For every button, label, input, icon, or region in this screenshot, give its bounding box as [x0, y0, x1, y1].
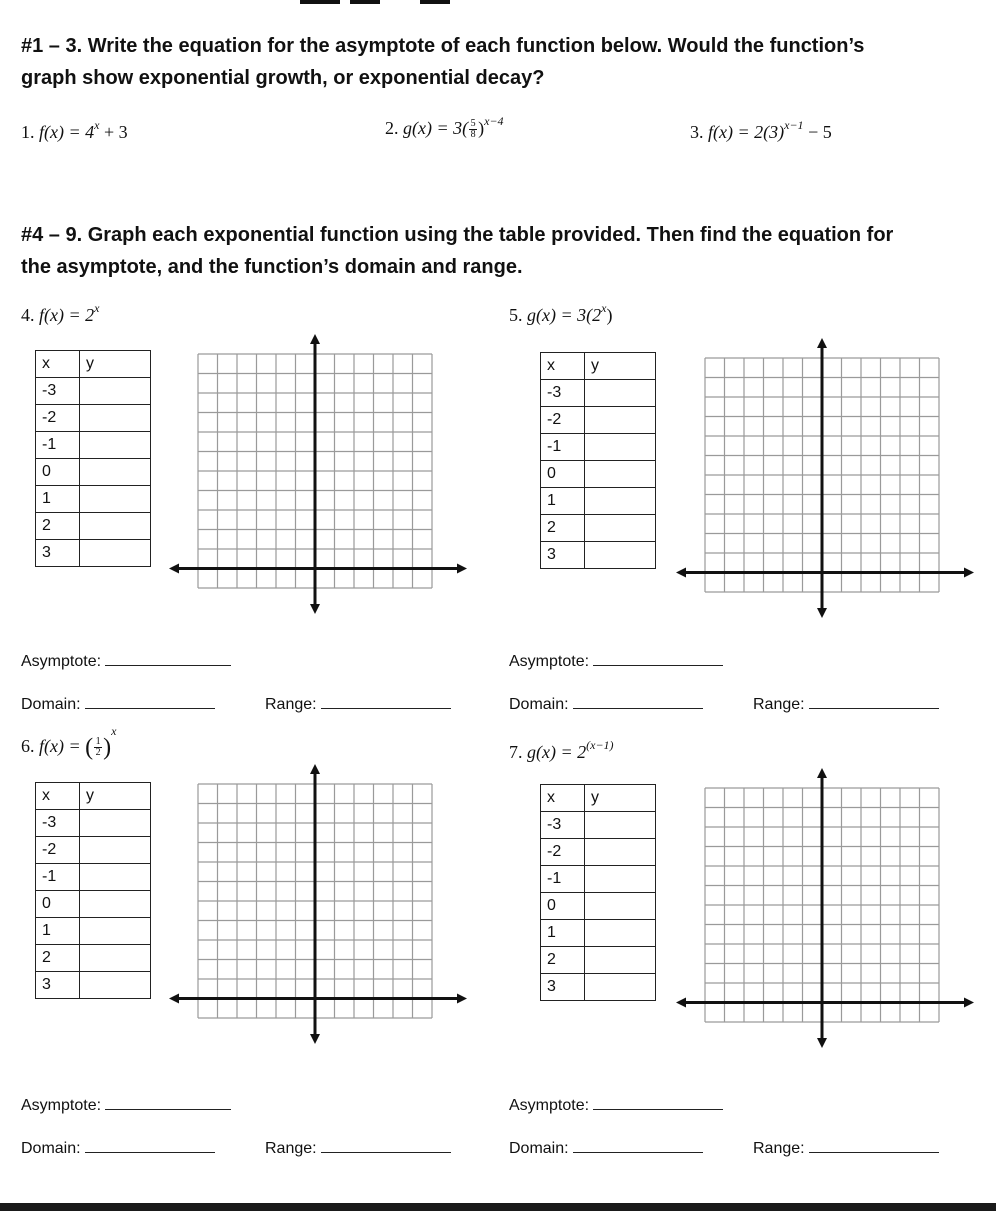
table-row	[36, 864, 151, 891]
domain-blank[interactable]	[573, 1138, 703, 1153]
domain-label: Domain:	[21, 696, 81, 713]
x-value-cell: -1	[541, 866, 585, 893]
range-label: Range:	[265, 1140, 317, 1157]
x-value-cell: 2	[36, 513, 80, 540]
domain-answer-4	[21, 694, 215, 714]
fraction	[94, 737, 102, 758]
table-row	[36, 918, 151, 945]
x-value-cell: -3	[36, 378, 80, 405]
problem-number: 7.	[509, 742, 523, 762]
table-row	[541, 974, 656, 1001]
asymptote-answer-6	[21, 1095, 231, 1115]
table-row	[36, 513, 151, 540]
x-value-cell: 0	[36, 891, 80, 918]
problem-number: 5.	[509, 305, 523, 325]
asymptote-blank[interactable]	[593, 651, 723, 666]
problem-7-label	[509, 740, 614, 763]
table-row	[36, 405, 151, 432]
exponent: x	[94, 301, 100, 315]
question-number: 1.	[21, 122, 35, 142]
x-value-cell: -2	[36, 837, 80, 864]
y-value-cell[interactable]	[585, 542, 656, 569]
table-header-row	[541, 353, 656, 380]
xy-table-problem-4	[35, 350, 151, 567]
section1-heading-line1: #1 – 3. Write the equation for the asymptote of each function below. Would the function’s	[21, 35, 865, 57]
y-value-cell[interactable]	[80, 513, 151, 540]
table-row	[541, 542, 656, 569]
table-header-row	[36, 783, 151, 810]
coordinate-grid-problem-6[interactable]	[165, 762, 470, 1046]
xy-table-problem-5	[540, 352, 656, 569]
asymptote-blank[interactable]	[105, 651, 231, 666]
table-row	[541, 920, 656, 947]
y-header: y	[80, 351, 151, 378]
x-value-cell: 1	[541, 488, 585, 515]
x-value-cell: -1	[36, 432, 80, 459]
y-header: y	[80, 783, 151, 810]
y-value-cell[interactable]	[585, 407, 656, 434]
table-row	[541, 839, 656, 866]
table-row	[541, 488, 656, 515]
x-value-cell: -3	[541, 380, 585, 407]
y-value-cell[interactable]	[80, 891, 151, 918]
table-row	[541, 812, 656, 839]
table-row	[36, 972, 151, 999]
cut-off-title-fragment	[420, 0, 450, 4]
coordinate-grid-problem-4[interactable]	[165, 332, 470, 616]
domain-blank[interactable]	[85, 694, 215, 709]
domain-answer-5	[509, 694, 703, 714]
table-header-row	[541, 785, 656, 812]
y-value-cell[interactable]	[585, 488, 656, 515]
table-row	[36, 432, 151, 459]
range-label: Range:	[753, 1140, 805, 1157]
x-axis-left-arrow	[169, 994, 179, 1004]
y-value-cell[interactable]	[80, 486, 151, 513]
y-axis-up-arrow	[310, 334, 320, 344]
x-value-cell: -1	[36, 864, 80, 891]
y-value-cell[interactable]	[80, 432, 151, 459]
problem-number: 6.	[21, 736, 35, 756]
range-answer-7	[753, 1138, 939, 1158]
asymptote-label: Asymptote:	[21, 653, 102, 670]
table-row	[541, 407, 656, 434]
y-header: y	[585, 785, 656, 812]
y-value-cell[interactable]	[80, 810, 151, 837]
y-value-cell[interactable]	[585, 839, 656, 866]
exponent: x	[601, 301, 607, 315]
x-value-cell: 3	[36, 972, 80, 999]
x-value-cell: 2	[541, 947, 585, 974]
x-value-cell: 2	[36, 945, 80, 972]
domain-label: Domain:	[21, 1140, 81, 1157]
cut-off-title-fragment	[350, 0, 380, 4]
section2-heading	[21, 219, 981, 283]
question-expression: f(x) = 2(3)	[708, 122, 785, 142]
domain-answer-7	[509, 1138, 703, 1158]
asymptote-answer-5	[509, 651, 723, 671]
x-value-cell: 0	[541, 461, 585, 488]
x-axis-right-arrow	[457, 994, 467, 1004]
fraction	[469, 119, 477, 140]
exponent: x	[94, 118, 100, 132]
table-row	[541, 380, 656, 407]
y-value-cell[interactable]	[80, 378, 151, 405]
y-value-cell[interactable]	[80, 540, 151, 567]
y-axis-down-arrow	[817, 1038, 827, 1048]
table-row	[541, 866, 656, 893]
table-row	[541, 461, 656, 488]
question-tail: − 5	[803, 122, 832, 142]
question-1	[21, 120, 128, 143]
table-row	[36, 891, 151, 918]
y-axis-down-arrow	[817, 608, 827, 618]
x-value-cell: 3	[541, 974, 585, 1001]
section2-heading-line2: the asymptote, and the function’s domain and range.	[21, 256, 523, 278]
fraction-numerator: 5	[470, 118, 476, 130]
question-number: 2.	[385, 118, 399, 138]
table-row	[36, 378, 151, 405]
y-value-cell[interactable]	[585, 974, 656, 1001]
exponent: (x−1)	[586, 738, 614, 752]
section1-heading-line2: graph show exponential growth, or exponential decay?	[21, 67, 545, 89]
y-value-cell[interactable]	[585, 866, 656, 893]
y-value-cell[interactable]	[585, 812, 656, 839]
x-value-cell: 1	[36, 486, 80, 513]
asymptote-answer-7	[509, 1095, 723, 1115]
y-axis-down-arrow	[310, 604, 320, 614]
x-axis-left-arrow	[676, 998, 686, 1008]
y-value-cell[interactable]	[80, 459, 151, 486]
x-header: x	[541, 353, 585, 380]
y-value-cell[interactable]	[80, 864, 151, 891]
table-row	[541, 515, 656, 542]
y-value-cell[interactable]	[80, 945, 151, 972]
x-header: x	[36, 351, 80, 378]
fraction-denominator: 2	[95, 747, 101, 759]
y-axis-down-arrow	[310, 1034, 320, 1044]
x-value-cell: -3	[541, 812, 585, 839]
problem-number: 4.	[21, 305, 35, 325]
y-value-cell[interactable]	[80, 837, 151, 864]
question-number: 3.	[690, 122, 704, 142]
x-axis-right-arrow	[457, 564, 467, 574]
y-axis-up-arrow	[817, 338, 827, 348]
asymptote-answer-4	[21, 651, 231, 671]
problem-4-label	[21, 303, 99, 326]
question-3	[690, 120, 832, 143]
y-value-cell[interactable]	[585, 380, 656, 407]
xy-table-problem-6	[35, 782, 151, 999]
problem-expression: g(x) = 3(2	[527, 305, 602, 325]
question-2: 2. g(x) = 3( $\frac{5}{8}$ )$^{x-4}$	[385, 114, 504, 141]
y-value-cell[interactable]	[585, 461, 656, 488]
x-header: x	[36, 783, 80, 810]
y-value-cell[interactable]	[585, 947, 656, 974]
table-row	[36, 459, 151, 486]
y-value-cell[interactable]	[585, 515, 656, 542]
problem-expression: f(x) =	[39, 736, 86, 756]
problem-6-label: 6. f(x) = ( $\frac{1}{2}$ )$^x$	[21, 724, 117, 761]
x-value-cell: -2	[541, 407, 585, 434]
question-expression: g(x) = 3(	[403, 118, 469, 138]
y-axis-up-arrow	[310, 764, 320, 774]
table-row	[541, 434, 656, 461]
question-tail: + 3	[99, 122, 128, 142]
range-answer-5	[753, 694, 939, 714]
x-value-cell: -3	[36, 810, 80, 837]
table-row	[36, 540, 151, 567]
range-label: Range:	[265, 696, 317, 713]
coordinate-grid-problem-7[interactable]	[672, 766, 977, 1050]
y-value-cell[interactable]	[585, 893, 656, 920]
asymptote-blank[interactable]	[593, 1095, 723, 1110]
xy-table-problem-7	[540, 784, 656, 1001]
x-value-cell: -1	[541, 434, 585, 461]
x-value-cell: -2	[36, 405, 80, 432]
range-answer-4	[265, 694, 451, 714]
x-value-cell: 3	[541, 542, 585, 569]
domain-blank[interactable]	[85, 1138, 215, 1153]
x-value-cell: 0	[36, 459, 80, 486]
x-value-cell: 3	[36, 540, 80, 567]
domain-label: Domain:	[509, 696, 569, 713]
table-row	[36, 486, 151, 513]
table-row	[36, 837, 151, 864]
x-axis-right-arrow	[964, 998, 974, 1008]
question-expression: f(x) = 4	[39, 122, 95, 142]
exponent: x−4	[484, 114, 504, 128]
exponent: x	[111, 724, 117, 738]
range-blank[interactable]	[809, 694, 939, 709]
table-row	[541, 947, 656, 974]
y-value-cell[interactable]	[80, 918, 151, 945]
problem-tail: )	[606, 305, 613, 325]
table-row	[541, 893, 656, 920]
x-value-cell: 2	[541, 515, 585, 542]
fraction-denominator: 8	[470, 129, 476, 141]
table-row	[36, 945, 151, 972]
x-value-cell: 0	[541, 893, 585, 920]
y-axis-up-arrow	[817, 768, 827, 778]
domain-blank[interactable]	[573, 694, 703, 709]
y-value-cell[interactable]	[80, 972, 151, 999]
asymptote-label: Asymptote:	[21, 1097, 102, 1114]
x-value-cell: 1	[541, 920, 585, 947]
section2-heading-line1: #4 – 9. Graph each exponential function using the table provided. Then find the equation for	[21, 224, 894, 246]
cut-off-title-fragment	[300, 0, 340, 4]
range-blank[interactable]	[809, 1138, 939, 1153]
range-blank[interactable]	[321, 1138, 451, 1153]
domain-label: Domain:	[509, 1140, 569, 1157]
y-value-cell[interactable]	[585, 920, 656, 947]
x-axis-right-arrow	[964, 568, 974, 578]
y-value-cell[interactable]	[80, 405, 151, 432]
y-value-cell[interactable]	[585, 434, 656, 461]
table-row	[36, 810, 151, 837]
fraction-numerator: 1	[95, 736, 101, 748]
asymptote-label: Asymptote:	[509, 1097, 590, 1114]
x-axis-left-arrow	[676, 568, 686, 578]
page-bottom-edge	[0, 1203, 996, 1211]
section1-heading	[21, 30, 981, 94]
problem-expression: g(x) = 2	[527, 742, 587, 762]
coordinate-grid-problem-5[interactable]	[672, 336, 977, 620]
domain-answer-6	[21, 1138, 215, 1158]
problem-5-label	[509, 303, 612, 326]
asymptote-label: Asymptote:	[509, 653, 590, 670]
asymptote-blank[interactable]	[105, 1095, 231, 1110]
range-blank[interactable]	[321, 694, 451, 709]
range-answer-6	[265, 1138, 451, 1158]
y-header: y	[585, 353, 656, 380]
exponent: x−1	[784, 118, 804, 132]
x-axis-left-arrow	[169, 564, 179, 574]
x-value-cell: -2	[541, 839, 585, 866]
x-header: x	[541, 785, 585, 812]
range-label: Range:	[753, 696, 805, 713]
problem-expression: f(x) = 2	[39, 305, 95, 325]
x-value-cell: 1	[36, 918, 80, 945]
table-header-row	[36, 351, 151, 378]
